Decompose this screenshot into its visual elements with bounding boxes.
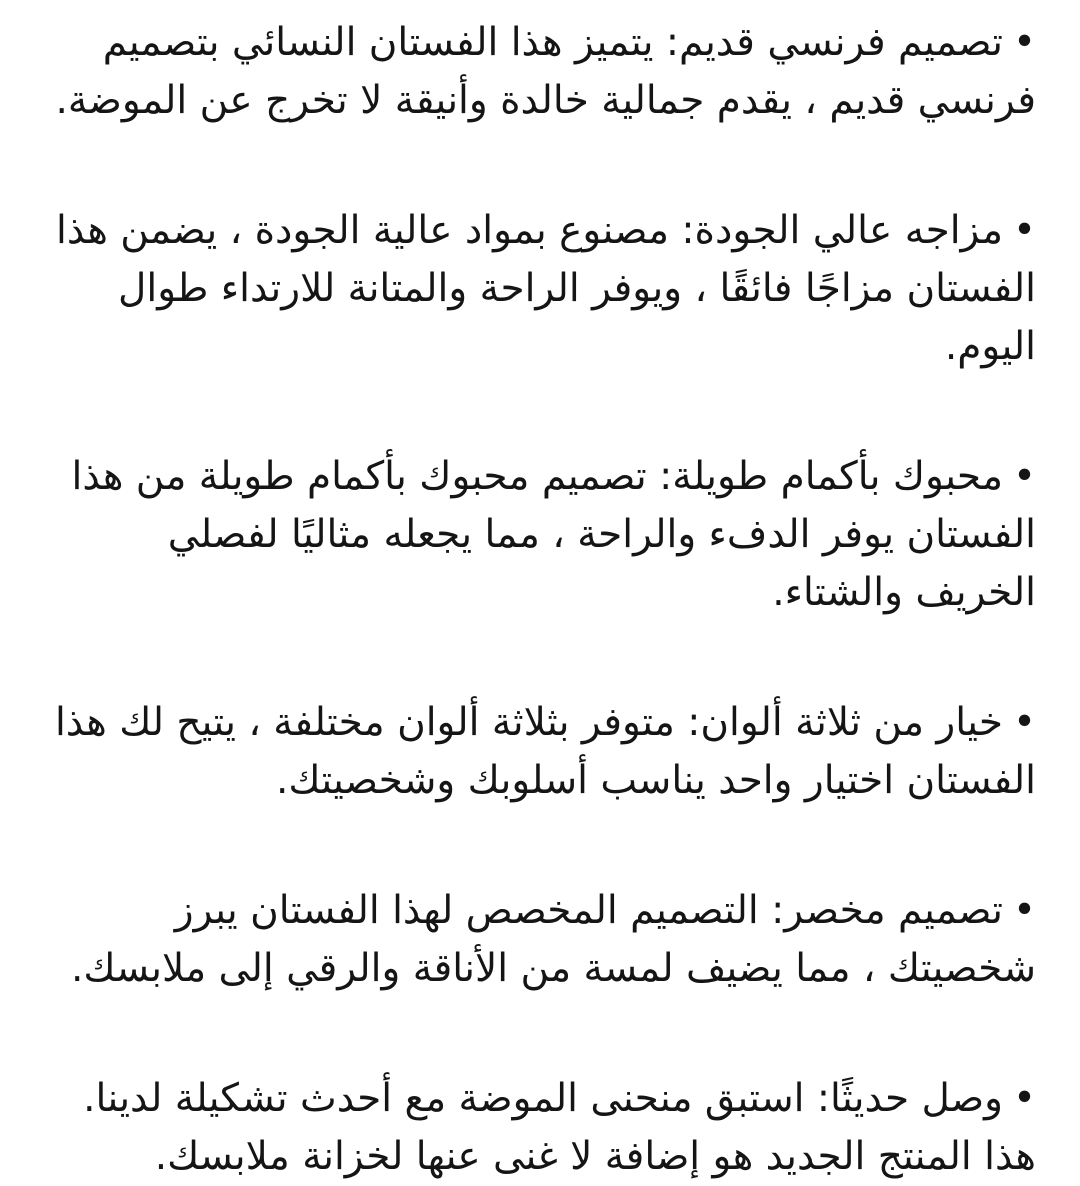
feature-waisted-design bbox=[52, 882, 1036, 998]
bullet-icon: • bbox=[1012, 20, 1036, 65]
feature-label: خيار من ثلاثة ألوان: bbox=[687, 700, 1003, 745]
feature-text: يتميز هذا الفستان النسائي بتصميم فرنسي قديم ، يقدم جمالية خالدة وأنيقة لا تخرج عن الموضة. bbox=[55, 20, 1036, 123]
bullet-icon: • bbox=[1012, 454, 1036, 499]
bullet-icon: • bbox=[1012, 888, 1036, 933]
feature-text: التصميم المخصص لهذا الفستان يبرز شخصيتك ، مما يضيف لمسة من الأناقة والرقي إلى ملابسك. bbox=[71, 888, 1036, 991]
feature-text: تصميم محبوك بأكمام طويلة من هذا الفستان يوفر الدفء والراحة ، مما يجعله مثاليًا لفصلي الخريف والشتاء. bbox=[71, 454, 1036, 615]
bullet-icon: • bbox=[1012, 208, 1036, 253]
bullet-icon: • bbox=[1012, 700, 1036, 745]
feature-new-arrival bbox=[52, 1070, 1036, 1186]
feature-knit-long-sleeves bbox=[52, 448, 1036, 622]
feature-text: مصنوع بمواد عالية الجودة ، يضمن هذا الفستان مزاجًا فائقًا ، ويوفر الراحة والمتانة للارتداء طوال اليوم. bbox=[56, 208, 1036, 369]
product-features-list bbox=[52, 14, 1036, 1186]
bullet-icon: • bbox=[1012, 1076, 1036, 1121]
feature-vintage-french-design bbox=[52, 14, 1036, 130]
feature-text: متوفر بثلاثة ألوان مختلفة ، يتيح لك هذا الفستان اختيار واحد يناسب أسلوبك وشخصيتك. bbox=[54, 700, 1036, 803]
feature-label: وصل حديثًا: bbox=[816, 1076, 1003, 1121]
feature-label: مزاجه عالي الجودة: bbox=[681, 208, 1003, 253]
feature-three-colors bbox=[52, 694, 1036, 810]
feature-text: استبق منحنى الموضة مع أحدث تشكيلة لدينا. هذا المنتج الجديد هو إضافة لا غنى عنها لخزانة ملابسك. bbox=[83, 1076, 1036, 1179]
feature-label: تصميم فرنسي قديم: bbox=[665, 20, 1003, 65]
feature-high-quality bbox=[52, 202, 1036, 376]
feature-label: تصميم مخصر: bbox=[771, 888, 1003, 933]
feature-label: محبوك بأكمام طويلة: bbox=[659, 454, 1003, 499]
